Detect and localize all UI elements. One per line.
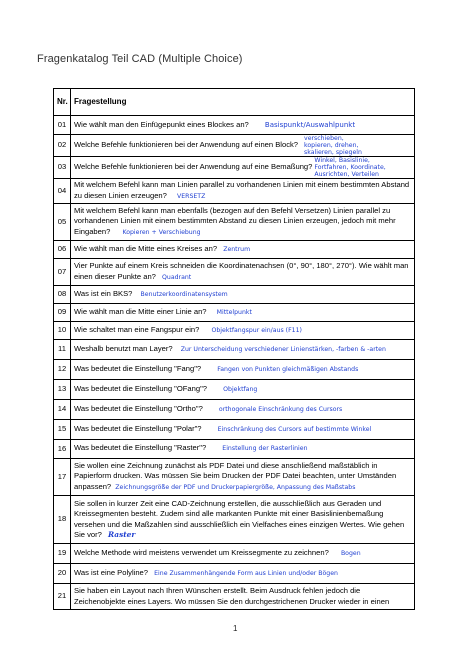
handwritten-answer: Einschränkung des Cursors auf bestimmte Winkel: [217, 425, 372, 433]
question-text: Sie wollen eine Zeichnung zunächst als PDF Datei und diese anschließend maßstäblich in Papierform drucken. Was müssen Sie beim Drucken der PDF Datei beachten, unter Umständen anpassen?: [74, 460, 397, 491]
table-row: [54, 440, 415, 459]
table-row: [54, 564, 415, 584]
handwritten-answer: Eine Zusammenhängende Form aus Linien und/oder Bögen: [154, 569, 338, 577]
table-row: [54, 157, 415, 179]
row-number: 21: [54, 584, 71, 610]
question-text: Was bedeutet die Einstellung "Polar"?: [74, 423, 202, 433]
row-number: 18: [54, 496, 71, 544]
question-cell: [71, 241, 415, 259]
row-number: 01: [54, 116, 71, 135]
table-row: [54, 496, 415, 544]
question-text: Was bedeutet die Einstellung "Fang"?: [74, 363, 202, 373]
question-table: [53, 88, 415, 610]
question-cell: [71, 204, 415, 241]
question-cell: [71, 440, 415, 459]
row-number: 03: [54, 157, 71, 179]
table-row: [54, 459, 415, 496]
handwritten-answer: orthogonale Einschränkung des Cursors: [218, 405, 343, 413]
question-cell: [71, 420, 415, 440]
handwritten-answer: Objektfangspur ein/aus (F11): [211, 326, 302, 334]
handwritten-answer: Winkel, Basislinie, Fortfahren, Koordinate, Ausrichten, Verteilen: [314, 157, 386, 178]
row-number: 13: [54, 380, 71, 400]
question-cell: [71, 340, 415, 360]
table-row: [54, 179, 415, 204]
question-cell: [71, 157, 415, 179]
table-row: [54, 420, 415, 440]
handwritten-answer: Mittelpunkt: [216, 308, 252, 316]
question-text: Welche Befehle funktionieren bei der Anwendung auf eine Bemaßung?: [74, 162, 313, 172]
table-row: [54, 584, 415, 610]
question-cell: [71, 584, 415, 610]
handwritten-answer: Quadrant: [162, 273, 192, 281]
table-row: [54, 304, 415, 322]
question-cell: [71, 286, 415, 304]
handwritten-answer: verschieben, kopieren, drehen, skalieren, spiegeln: [304, 135, 362, 156]
question-text: Wie wählt man die Mitte eines Kreises an?: [74, 243, 218, 253]
table-row: [54, 135, 415, 157]
handwritten-answer: Objektfang: [223, 385, 258, 393]
handwritten-answer: Zur Unterscheidung verschiedener Linienstärken, -farben & -arten: [180, 345, 386, 353]
row-number: 15: [54, 420, 71, 440]
table-row: [54, 116, 415, 135]
handwritten-answer: Benutzerkoordinatensystem: [140, 290, 228, 298]
page-number: 1: [233, 624, 238, 633]
row-number: 09: [54, 304, 71, 322]
question-cell: [71, 380, 415, 400]
document-title: Fragenkatalog Teil CAD (Multiple Choice): [37, 53, 243, 65]
handwritten-answer: Kopieren + Verschiebung: [122, 228, 201, 236]
question-cell: [71, 135, 415, 157]
row-number: 11: [54, 340, 71, 360]
handwritten-answer: Zeichnungsgröße der PDF und Druckerpapiergröße, Anpassung des Maßstabs: [115, 483, 356, 491]
table-row: [54, 241, 415, 259]
question-text: Welche Methode wird meistens verwendet um Kreissegmente zu zeichnen?: [74, 547, 329, 557]
row-number: 16: [54, 440, 71, 459]
question-text: Sie sollen in kurzer Zeit eine CAD-Zeichnung erstellen, die ausschließlich aus Geraden und Kreissegmenten besteht. Zudem sind alle markanten Punkte mit einer Basislinienbemaßung versehen und die Maßzahlen sind ausschließlich ein Vielfaches eines einzigen Wertes. Wie gehen Sie vor?: [74, 498, 405, 539]
table-header-row: [54, 89, 415, 116]
table-row: [54, 360, 415, 380]
question-cell: [71, 116, 415, 135]
row-number: 08: [54, 286, 71, 304]
question-cell: [71, 322, 415, 340]
question-text: Was bedeutet die Einstellung "OFang"?: [74, 383, 208, 393]
handwritten-answer: Zentrum: [223, 245, 251, 253]
question-text: Was ist ein BKS?: [74, 288, 133, 298]
question-text: Vier Punkte auf einem Kreis schneiden die Koordinatenachsen (0°, 90°, 180°, 270°). Wie wählt man einen dieser Punkte an?: [74, 261, 409, 281]
question-text: Sie haben ein Layout nach Ihren Wünschen erstellt. Beim Ausdruck fehlen jedoch die Zeichenobjekte eines Layers. Wo müssen Sie den durchgestrichenen Drucker wieder in einen: [74, 586, 390, 606]
handwritten-answer: VERSETZ: [177, 192, 206, 200]
table-row: [54, 380, 415, 400]
question-cell: [71, 304, 415, 322]
row-number: 12: [54, 360, 71, 380]
question-cell: [71, 496, 415, 544]
handwritten-answer: Raster: [107, 530, 136, 539]
row-number: 19: [54, 544, 71, 564]
question-cell: [71, 400, 415, 420]
question-text: Was bedeutet die Einstellung "Raster"?: [74, 443, 207, 453]
question-text: Was bedeutet die Einstellung "Ortho"?: [74, 403, 203, 413]
handwritten-answer: Fangen von Punkten gleichmäßigen Abstands: [217, 365, 359, 373]
question-cell: [71, 544, 415, 564]
question-cell: [71, 259, 415, 286]
row-number: 04: [54, 179, 71, 204]
question-text: Mit welchem Befehl kann man ebenfalls (bezogen auf den Befehl Versetzen) Linien parallel zu vorhandenen Linien mit einem bestimmten Abstand zu diesen Linien erzeugen, jedoch mit mehr Eingaben?: [74, 205, 396, 236]
table-row: [54, 340, 415, 360]
row-number: 02: [54, 135, 71, 157]
row-number: 10: [54, 322, 71, 340]
row-number: 05: [54, 204, 71, 241]
question-text: Mit welchem Befehl kann man Linien parallel zu vorhandenen Linien mit einem bestimmten Abstand zu diesen Linien erzeugen?: [74, 180, 410, 200]
header-fragestellung: Fragestellung: [71, 89, 415, 116]
question-text: Weshalb benutzt man Layer?: [74, 343, 173, 353]
table-row: [54, 544, 415, 564]
table-row: [54, 400, 415, 420]
row-number: 20: [54, 564, 71, 584]
question-cell: [71, 459, 415, 496]
row-number: 06: [54, 241, 71, 259]
table-row: [54, 322, 415, 340]
question-cell: [71, 360, 415, 380]
question-text: Was ist eine Polyline?: [74, 567, 149, 577]
question-text: Welche Befehle funktionieren bei der Anwendung auf einen Block?: [74, 140, 299, 150]
question-text: Wie schaltet man eine Fangspur ein?: [74, 324, 200, 334]
question-text: Wie wählt man die Mitte einer Linie an?: [74, 306, 207, 316]
handwritten-answer: Einstellung der Rasterlinien: [222, 445, 308, 453]
row-number: 14: [54, 400, 71, 420]
table-row: [54, 286, 415, 304]
handwritten-answer: Bogen: [340, 549, 361, 557]
row-number: 17: [54, 459, 71, 496]
question-cell: [71, 564, 415, 584]
handwritten-answer: Basispunkt/Auswahlpunkt: [264, 120, 356, 129]
table-row: [54, 204, 415, 241]
question-text: Wie wählt man den Einfügepunkt eines Blockes an?: [74, 119, 249, 129]
header-nr: Nr.: [54, 89, 71, 116]
row-number: 07: [54, 259, 71, 286]
question-cell: [71, 179, 415, 204]
table-row: [54, 259, 415, 286]
